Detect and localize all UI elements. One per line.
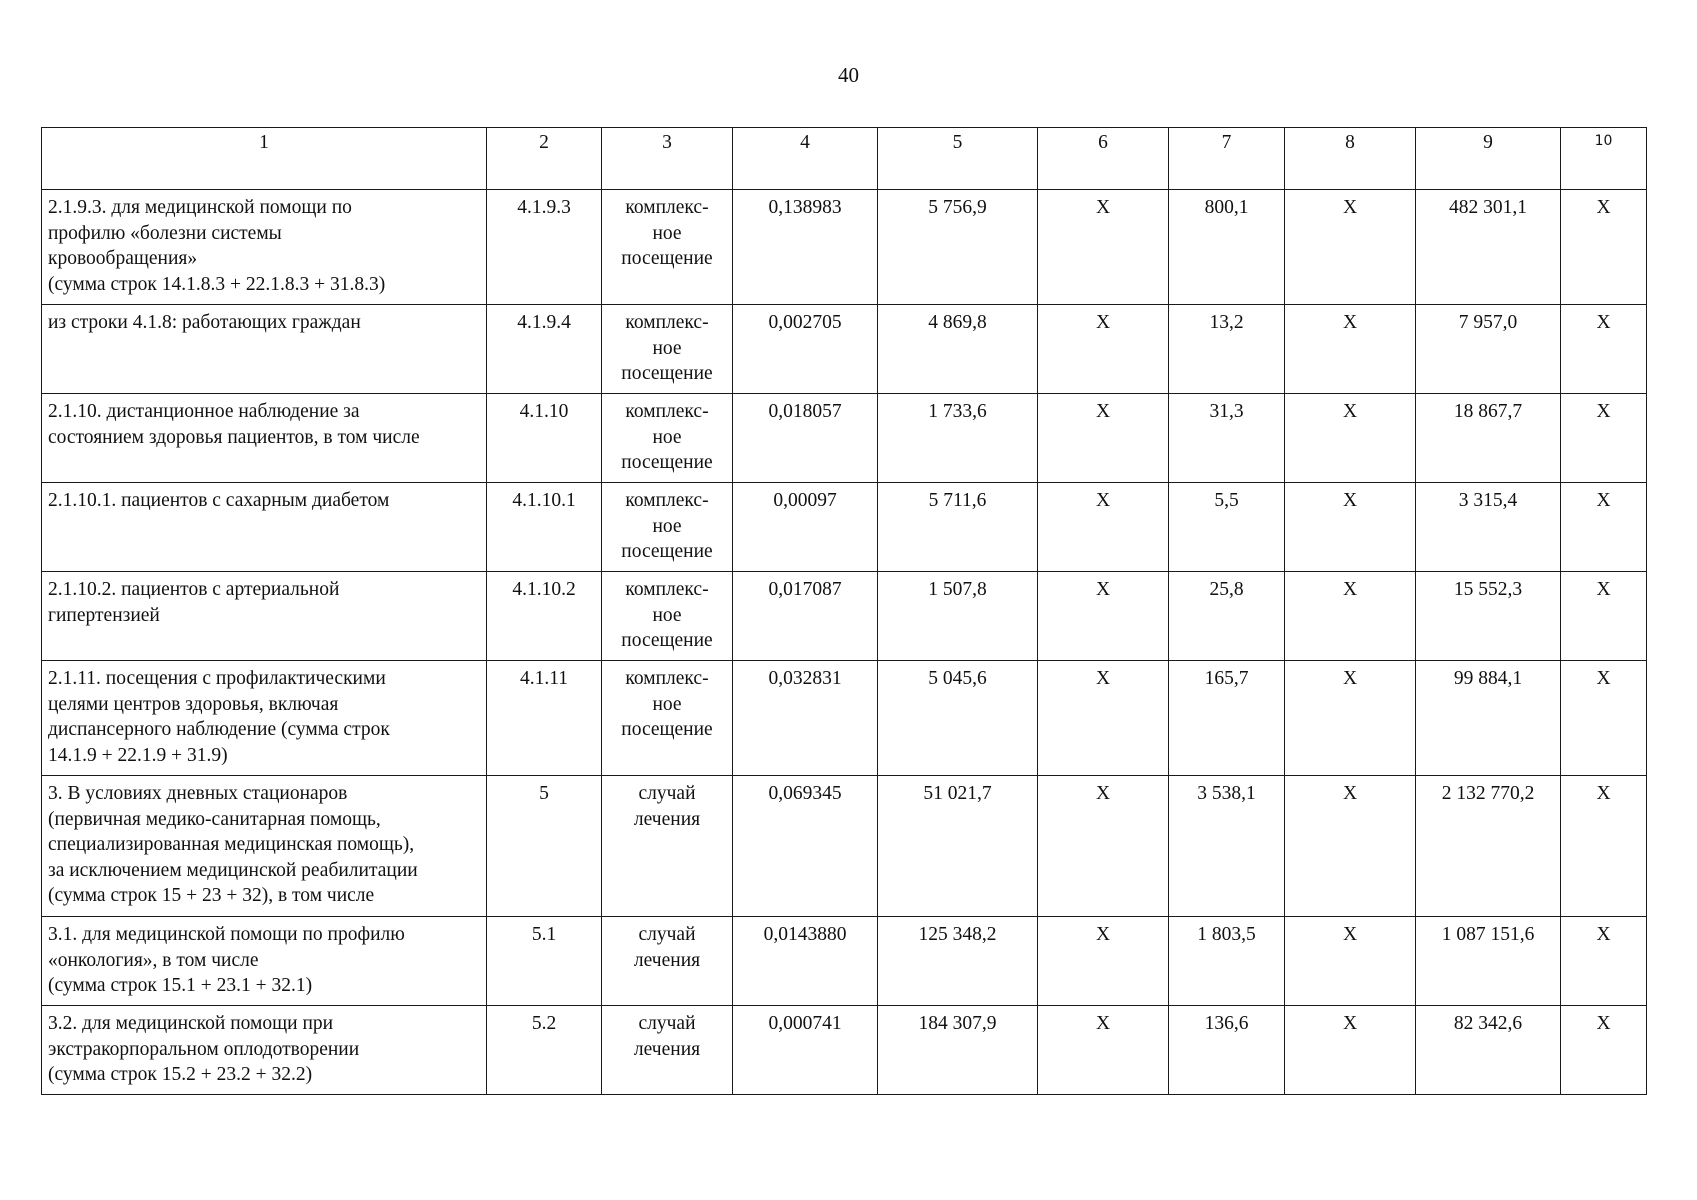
cell-col9: 99 884,1 <box>1416 661 1561 776</box>
column-header: 8 <box>1285 128 1416 190</box>
cell-text-line: 14.1.9 + 22.1.9 + 31.9) <box>48 744 228 766</box>
cell-row-code: 4.1.11 <box>487 661 602 776</box>
cell-unit <box>602 394 733 483</box>
cell-col8: Х <box>1285 190 1416 305</box>
cell-col8: Х <box>1285 917 1416 1006</box>
column-header: 1 <box>42 128 487 190</box>
cell-unit <box>602 776 733 917</box>
cell-col8: Х <box>1285 1006 1416 1095</box>
cell-text-line: случай <box>638 1013 696 1034</box>
cell-col9: 15 552,3 <box>1416 572 1561 661</box>
cell-text-line: посещение <box>621 452 713 473</box>
table-row <box>42 572 1647 661</box>
cell-col6: Х <box>1038 572 1169 661</box>
cell-col6: Х <box>1038 661 1169 776</box>
column-header: 10 <box>1561 128 1647 190</box>
cell-indicator-name <box>42 190 487 305</box>
cell-cost-norm: 184 307,9 <box>878 1006 1038 1095</box>
cell-indicator-name <box>42 394 487 483</box>
cell-text-line: из строки 4.1.8: работающих граждан <box>48 312 361 333</box>
table-row <box>42 917 1647 1006</box>
cell-col8: Х <box>1285 661 1416 776</box>
cell-indicator-name <box>42 917 487 1006</box>
cell-volume-norm: 0,018057 <box>733 394 878 483</box>
cell-unit <box>602 190 733 305</box>
column-header: 9 <box>1416 128 1561 190</box>
cell-text-line: посещение <box>621 248 713 269</box>
cell-text-line: (сумма строк 15.2 + 23.2 + 32.2) <box>48 1064 313 1085</box>
cell-unit <box>602 917 733 1006</box>
cell-text-line: диспансерного наблюдение (сумма строк <box>48 719 390 740</box>
cell-unit <box>602 483 733 572</box>
cell-text-line: гипертензией <box>48 604 160 626</box>
cell-text-line: комплекс- <box>625 490 709 511</box>
cell-text-line: ное <box>652 604 682 626</box>
cell-indicator-name <box>42 305 487 394</box>
cell-text-line: лечения <box>633 808 701 830</box>
cell-col8: Х <box>1285 305 1416 394</box>
table-row <box>42 776 1647 917</box>
cell-text-line: 2.1.11. посещения с профилактическими <box>48 668 386 689</box>
cell-text-line: 2.1.10. дистанционное наблюдение за <box>48 401 360 422</box>
cell-col10: Х <box>1561 483 1647 572</box>
cell-text-line: (сумма строк 15 + 23 + 32), в том числе <box>48 885 375 906</box>
cell-col7: 165,7 <box>1169 661 1285 776</box>
cell-text-line: 2.1.10.1. пациентов с сахарным диабетом <box>48 490 390 511</box>
cell-text-line: 3. В условиях дневных стационаров <box>48 783 348 804</box>
cell-text-line: состоянием здоровья пациентов, в том числе <box>48 426 420 448</box>
cell-volume-norm: 0,000741 <box>733 1006 878 1095</box>
cell-col9: 482 301,1 <box>1416 190 1561 305</box>
header-row <box>42 128 1647 190</box>
cell-cost-norm: 1 507,8 <box>878 572 1038 661</box>
cell-unit <box>602 661 733 776</box>
cell-cost-norm: 1 733,6 <box>878 394 1038 483</box>
cell-col10: Х <box>1561 572 1647 661</box>
table-row <box>42 305 1647 394</box>
cell-col10: Х <box>1561 394 1647 483</box>
cell-indicator-name <box>42 572 487 661</box>
cell-text-line: ное <box>652 222 682 244</box>
cell-col7: 31,3 <box>1169 394 1285 483</box>
cell-col6: Х <box>1038 1006 1169 1095</box>
cell-row-code: 5.1 <box>487 917 602 1006</box>
cell-volume-norm: 0,00097 <box>733 483 878 572</box>
cell-text-line: случай <box>638 783 696 804</box>
cell-col6: Х <box>1038 776 1169 917</box>
cell-col7: 136,6 <box>1169 1006 1285 1095</box>
cell-indicator-name <box>42 776 487 917</box>
cell-volume-norm: 0,0143880 <box>733 917 878 1006</box>
cell-col7: 800,1 <box>1169 190 1285 305</box>
cell-col6: Х <box>1038 917 1169 1006</box>
cell-text-line: комплекс- <box>625 401 709 422</box>
cell-indicator-name <box>42 1006 487 1095</box>
column-header: 4 <box>733 128 878 190</box>
table-row <box>42 1006 1647 1095</box>
page-number: 40 <box>838 63 859 87</box>
cell-cost-norm: 4 869,8 <box>878 305 1038 394</box>
cell-text-line: (первичная медико-санитарная помощь, <box>48 808 381 830</box>
cell-row-code: 4.1.9.4 <box>487 305 602 394</box>
cell-col8: Х <box>1285 572 1416 661</box>
cell-text-line: лечения <box>633 1038 701 1060</box>
cell-text-line: специализированная медицинская помощь), <box>48 834 415 855</box>
cell-volume-norm: 0,138983 <box>733 190 878 305</box>
cell-text-line: ное <box>652 426 682 448</box>
cell-text-line: комплекс- <box>625 312 709 333</box>
cell-text-line: ное <box>652 337 682 359</box>
cell-col9: 2 132 770,2 <box>1416 776 1561 917</box>
cell-col9: 7 957,0 <box>1416 305 1561 394</box>
cell-col6: Х <box>1038 483 1169 572</box>
cell-text-line: комплекс- <box>625 579 709 600</box>
cell-text-line: комплекс- <box>625 197 709 218</box>
cell-text-line: целями центров здоровья, включая <box>48 693 339 715</box>
cell-col9: 3 315,4 <box>1416 483 1561 572</box>
cell-col10: Х <box>1561 776 1647 917</box>
cell-col7: 5,5 <box>1169 483 1285 572</box>
cell-col10: Х <box>1561 1006 1647 1095</box>
cell-row-code: 4.1.9.3 <box>487 190 602 305</box>
column-header: 3 <box>602 128 733 190</box>
cell-col9: 1 087 151,6 <box>1416 917 1561 1006</box>
cell-text-line: за исключением медицинской реабилитации <box>48 859 418 881</box>
cell-text-line: 3.1. для медицинской помощи по профилю <box>48 924 405 945</box>
cell-col7: 1 803,5 <box>1169 917 1285 1006</box>
column-header: 5 <box>878 128 1038 190</box>
cell-cost-norm: 5 045,6 <box>878 661 1038 776</box>
cell-col10: Х <box>1561 661 1647 776</box>
table-row <box>42 394 1647 483</box>
table-row <box>42 661 1647 776</box>
cell-text-line: ное <box>652 693 682 715</box>
cell-text-line: 3.2. для медицинской помощи при <box>48 1013 334 1034</box>
cell-text-line: профилю «болезни системы <box>48 222 282 244</box>
column-header: 7 <box>1169 128 1285 190</box>
cell-row-code: 4.1.10.1 <box>487 483 602 572</box>
cell-col7: 13,2 <box>1169 305 1285 394</box>
cell-indicator-name <box>42 483 487 572</box>
cell-text-line: ное <box>652 515 682 537</box>
cell-text-line: 2.1.9.3. для медицинской помощи по <box>48 197 352 218</box>
cell-text-line: посещение <box>621 363 713 384</box>
column-header: 6 <box>1038 128 1169 190</box>
cell-volume-norm: 0,069345 <box>733 776 878 917</box>
cell-text-line: 2.1.10.2. пациентов с артериальной <box>48 579 340 600</box>
cell-col6: Х <box>1038 190 1169 305</box>
cell-text-line: посещение <box>621 541 713 562</box>
data-table <box>41 127 1647 1095</box>
cell-volume-norm: 0,002705 <box>733 305 878 394</box>
cell-col10: Х <box>1561 305 1647 394</box>
cell-col10: Х <box>1561 917 1647 1006</box>
cell-col9: 18 867,7 <box>1416 394 1561 483</box>
cell-indicator-name <box>42 661 487 776</box>
cell-text-line: посещение <box>621 719 713 740</box>
cell-col8: Х <box>1285 483 1416 572</box>
cell-volume-norm: 0,017087 <box>733 572 878 661</box>
cell-text-line: «онкология», в том числе <box>48 949 259 971</box>
cell-col7: 25,8 <box>1169 572 1285 661</box>
cell-text-line: кровообращения» <box>48 248 198 269</box>
cell-volume-norm: 0,032831 <box>733 661 878 776</box>
cell-text-line: посещение <box>621 630 713 651</box>
cell-cost-norm: 5 756,9 <box>878 190 1038 305</box>
cell-text-line: лечения <box>633 949 701 971</box>
cell-text-line: комплекс- <box>625 668 709 689</box>
cell-row-code: 5 <box>487 776 602 917</box>
cell-cost-norm: 51 021,7 <box>878 776 1038 917</box>
cell-unit <box>602 1006 733 1095</box>
column-header: 2 <box>487 128 602 190</box>
cell-row-code: 4.1.10 <box>487 394 602 483</box>
cell-col8: Х <box>1285 776 1416 917</box>
cell-col6: Х <box>1038 305 1169 394</box>
cell-text-line: экстракорпоральном оплодотворении <box>48 1038 360 1060</box>
cell-unit <box>602 572 733 661</box>
table-row <box>42 190 1647 305</box>
cell-text-line: случай <box>638 924 696 945</box>
cell-text-line: (сумма строк 14.1.8.3 + 22.1.8.3 + 31.8.3) <box>48 273 386 295</box>
cell-cost-norm: 125 348,2 <box>878 917 1038 1006</box>
cell-row-code: 5.2 <box>487 1006 602 1095</box>
table-row <box>42 483 1647 572</box>
cell-col9: 82 342,6 <box>1416 1006 1561 1095</box>
cell-row-code: 4.1.10.2 <box>487 572 602 661</box>
cell-unit <box>602 305 733 394</box>
cell-col6: Х <box>1038 394 1169 483</box>
cell-col10: Х <box>1561 190 1647 305</box>
cell-text-line: (сумма строк 15.1 + 23.1 + 32.1) <box>48 975 313 996</box>
cell-col8: Х <box>1285 394 1416 483</box>
cell-col7: 3 538,1 <box>1169 776 1285 917</box>
cell-cost-norm: 5 711,6 <box>878 483 1038 572</box>
